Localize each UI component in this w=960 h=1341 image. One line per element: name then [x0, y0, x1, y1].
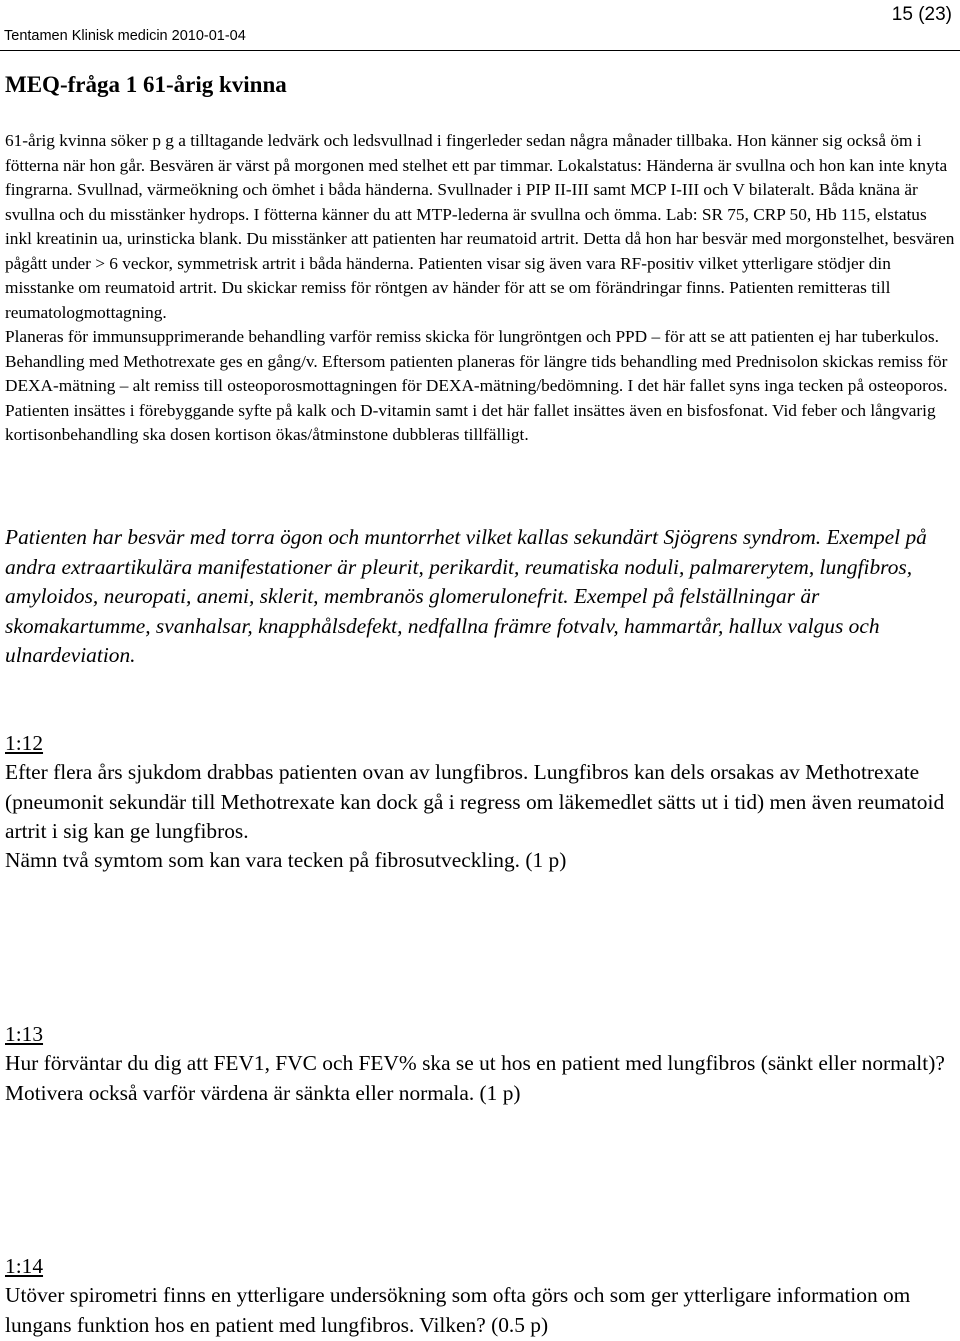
- question-1-14: [5, 1252, 955, 1340]
- case-text: 61-årig kvinna söker p g a tilltagande ledvärk och ledsvullnad i fingerleder sedan några månader tillbaka. Hon känner sig också öm i fötterna när hon går. Besvären är värst på morgonen med stelhet ett par timmar. Lokalstatus: Händerna är svullna och hon kan inte knyta fingrarna. Svullnad, värmeökning och ömhet i båda händerna. Svullnader i PIP II-III samt MCP I-III och V bilateralt. Båda knäna är svullna och du misstänker hydrops. I fötterna känner du att MTP-lederna är svullna och ömma. Lab: SR 75, CRP 50, Hb 115, elstatus inkl kreatinin ua, urinsticka blank. Du misstänker att patienten har reumatoid artrit. Detta då hon har besvär med morgonstelhet, besvären pågått under > 6 veckor, symmetrisk artrit i båda händerna. Patienten visar sig även vara RF-positiv vilket ytterligare stödjer din misstanke om reumatoid artrit. Du skickar remiss för röntgen av händer för att se om förändringar finns. Patienten remitteras till reumatologmottagning.: [5, 131, 955, 322]
- header-divider: [0, 50, 960, 51]
- treatment-text: Planeras för immunsupprimerande behandling varför remiss skicka för lungröntgen och PPD – för att se att patienten ej har tuberkulos. Behandling med Methotrexate ges en gång/v. Eftersom patienten planeras för längre tids behandling med Prednisolon skickas remiss för DEXA-mätning – alt remiss till osteoporosmottagningen för DEXA-mätning/bedömning. I det här fallet syns inga tecken på osteoporos. Patienten insättes i förebyggande syfte på kalk och D-vitamin samt i det här fallet insättes även en bisfosfonat. Vid feber och långvarig kortisonbehandling ska dosen kortison ökas/åtminstone dubbleras tillfälligt.: [5, 327, 948, 444]
- question-1-12: [5, 729, 955, 875]
- question-1-13: [5, 1020, 955, 1108]
- question-text: Utöver spirometri finns en ytterligare undersökning som ofta görs och som ger ytterligare information om lungans funktion hos en patient med lungfibros. Vilken? (0.5 p): [5, 1283, 911, 1337]
- question-number: 1:13: [5, 1022, 44, 1046]
- page-number: 15 (23): [891, 4, 952, 25]
- question-number: 1:12: [5, 731, 44, 755]
- question-prompt: Nämn två symtom som kan vara tecken på fibrosutveckling. (1 p): [5, 848, 567, 873]
- page-header: [0, 0, 960, 56]
- question-text: Hur förväntar du dig att FEV1, FVC och FEV% ska se ut hos en patient med lungfibros (sänkt eller normalt)? Motivera också varför värdena är sänkta eller normala. (1 p): [5, 1051, 945, 1105]
- question-text: Efter flera års sjukdom drabbas patienten ovan av lungfibros. Lungfibros kan dels orsakas av Methotrexate (pneumonit sekundär till Methotrexate kan dock gå i regress om läkemedlet sätts ut i tid) men även reumatoid artrit i sig kan ge lungfibros.: [5, 760, 945, 843]
- exam-title-header: Tentamen Klinisk medicin 2010-01-04: [4, 28, 246, 44]
- sjogren-note: Patienten har besvär med torra ögon och muntorrhet vilket kallas sekundärt Sjögrens syndrom. Exempel på andra extraartikulära manifestationer är pleurit, perikardit, reumatiska noduli, palmarerytem, lungfibros, amyloidos, neuropati, anemi, sklerit, membranös glomerulonefrit. Exempel på felställningar är skomakartumme, svanhalsar, knapphålsdefekt, nedfallna främre fotvalv, hammartår, hallux valgus och ulnardeviation.: [5, 525, 927, 667]
- question-number: 1:14: [5, 1254, 44, 1278]
- case-description: [5, 129, 955, 448]
- question-title: MEQ-fråga 1 61-årig kvinna: [5, 72, 287, 97]
